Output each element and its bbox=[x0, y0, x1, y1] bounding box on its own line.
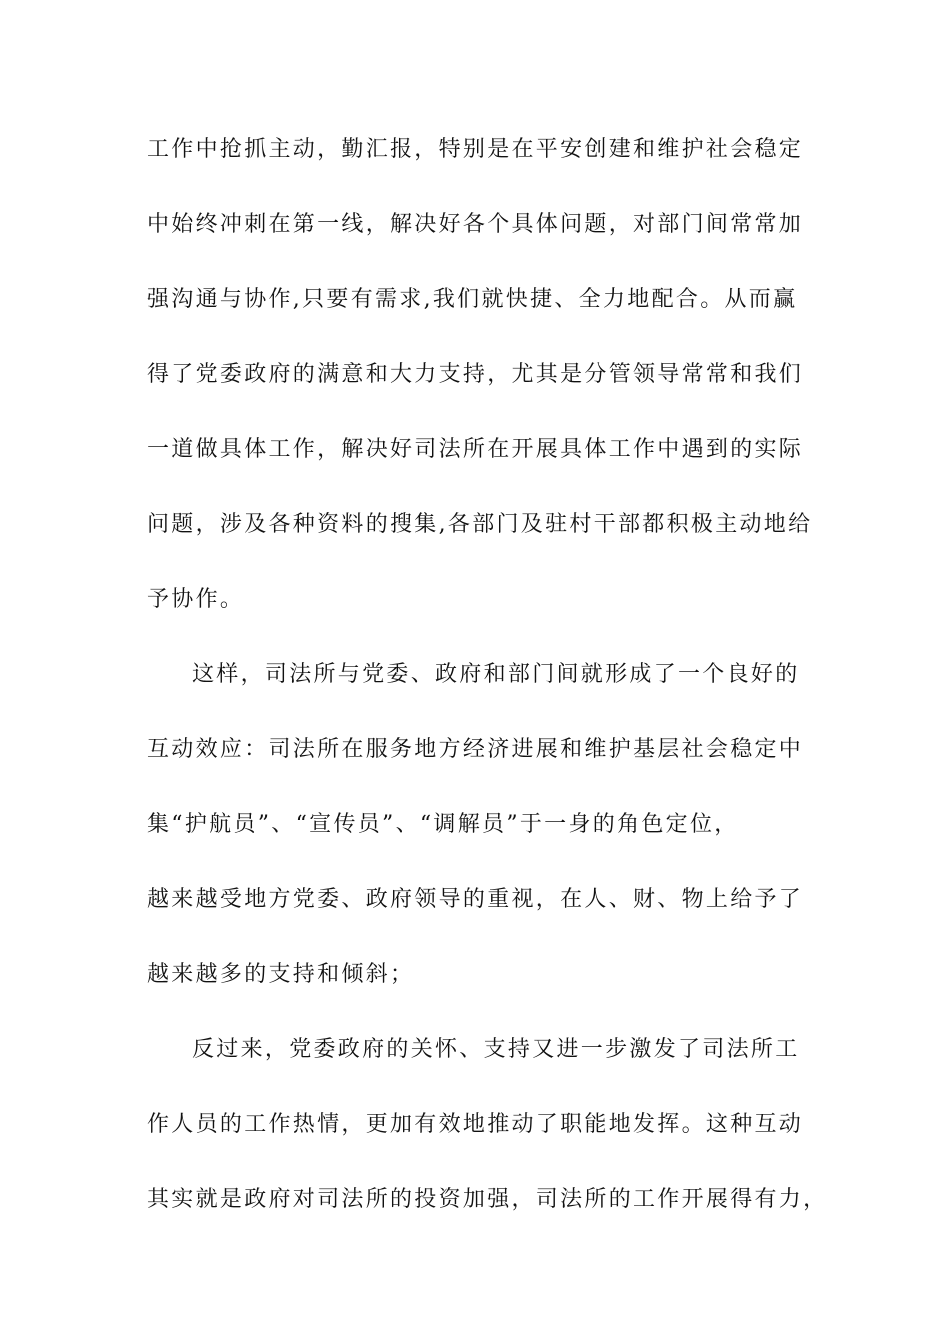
text-line: 予协作。 bbox=[147, 587, 245, 612]
text-line: 中始终冲刺在第一线，解决好各个具体问题，对部门间常常加 bbox=[147, 212, 804, 237]
text-line: 越来越多的支持和倾斜； bbox=[147, 962, 415, 987]
text-line: 其实就是政府对司法所的投资加强，司法所的工作开展得有力， bbox=[147, 1187, 828, 1212]
paragraph-start-line: 反过来，党委政府的关怀、支持又进一步激发了司法所工 bbox=[192, 1037, 800, 1062]
text-line: 得了党委政府的满意和大力支持，尤其是分管领导常常和我们 bbox=[147, 362, 804, 387]
text-line: 越来越受地方党委、政府领导的重视，在人、财、物上给予了 bbox=[147, 887, 804, 912]
paragraph-start-line: 这样，司法所与党委、政府和部门间就形成了一个良好的 bbox=[192, 662, 800, 687]
text-line: 集“护航员”、“宣传员”、“调解员”于一身的角色定位， bbox=[147, 812, 739, 837]
text-line: 作人员的工作热情，更加有效地推动了职能地发挥。这种互动 bbox=[147, 1112, 804, 1137]
text-line: 互动效应：司法所在服务地方经济进展和维护基层社会稳定中 bbox=[147, 737, 804, 762]
text-line: 一道做具体工作，解决好司法所在开展具体工作中遇到的实际 bbox=[147, 437, 804, 462]
text-line: 问题，涉及各种资料的搜集,各部门及驻村干部都积极主动地给 bbox=[147, 512, 813, 537]
text-line: 强沟通与协作,只要有需求,我们就快捷、全力地配合。从而赢 bbox=[147, 287, 798, 312]
text-line: 工作中抢抓主动，勤汇报，特别是在平安创建和维护社会稳定 bbox=[147, 137, 804, 162]
